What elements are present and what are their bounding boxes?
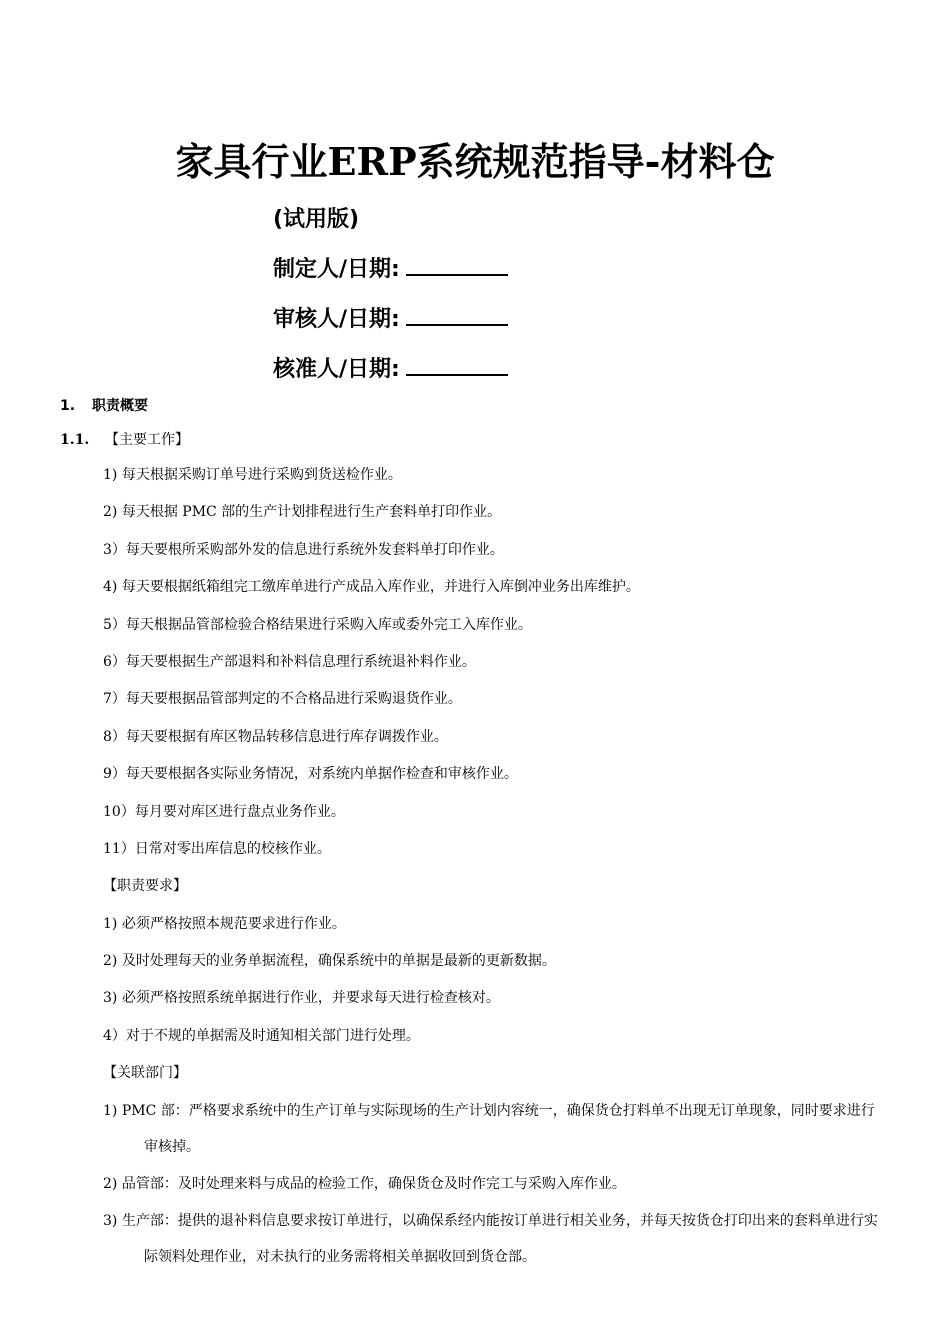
- reviewer-date-line: [273, 298, 508, 348]
- heading-1-1-text: 【主要工作】: [105, 432, 189, 448]
- list-item: 10）每月要对库区进行盘点业务作业。: [103, 803, 345, 820]
- list-item: 8）每天要根据有库区物品转移信息进行库存调拨作业。: [103, 728, 448, 745]
- heading-1-1-number: 1.1.: [60, 432, 90, 448]
- list-item: 6）每天要根据生产部退料和补料信息理行系统退补料作业。: [103, 653, 476, 670]
- list-item: 2) 及时处理每天的业务单据流程，确保系统中的单据是最新的更新数据。: [103, 953, 556, 970]
- list-item: 2) 每天根据 PMC 部的生产计划排程进行生产套料单打印作业。: [103, 504, 502, 521]
- duty-section-title: 【职责要求】: [103, 878, 187, 895]
- heading-1: [60, 395, 148, 415]
- list-item: 3）每天要根所采购部外发的信息进行系统外发套料单打印作业。: [103, 541, 504, 558]
- list-item: 2) 品管部：及时处理来料与成品的检验工作，确保货仓及时作完工与采购入库作业。: [103, 1176, 626, 1193]
- list-item: 1) 每天根据采购订单号进行采购到货送检作业。: [103, 467, 402, 483]
- list-item: 11）日常对零出库信息的校核作业。: [103, 840, 331, 857]
- list-item: 7）每天要根据品管部判定的不合格品进行采购退货作业。: [103, 691, 462, 708]
- list-item: 3) 必须严格按照系统单据进行作业，并要求每天进行检查核对。: [103, 990, 500, 1007]
- content-list: [103, 465, 883, 1285]
- list-item: 9）每天要根据各实际业务情况，对系统内单据作检查和审核作业。: [103, 766, 518, 783]
- heading-1-number: 1.: [60, 398, 76, 414]
- author-date-line: [273, 248, 508, 298]
- heading-1-1: [60, 429, 189, 449]
- list-item: 5）每天根据品管部检验合格结果进行采购入库或委外完工入库作业。: [103, 616, 532, 633]
- approver-date-blank: [406, 352, 508, 376]
- document-title: 家具行业ERP系统规范指导-材料仓: [175, 139, 775, 184]
- author-date-blank: [406, 252, 508, 276]
- list-item: 4）对于不规的单据需及时通知相关部门进行处理。: [103, 1027, 420, 1044]
- meta-block: [273, 198, 508, 398]
- author-date-label: 制定人/日期:: [273, 257, 400, 282]
- reviewer-date-label: 审核人/日期:: [273, 307, 400, 332]
- approver-date-label: 核准人/日期:: [273, 357, 400, 382]
- list-item: 4) 每天要根据纸箱组完工缴库单进行产成品入库作业，并进行入库倒冲业务出库维护。: [103, 579, 640, 596]
- list-item: 1) 必须严格按照本规范要求进行作业。: [103, 915, 346, 932]
- subtitle: (试用版): [273, 207, 360, 232]
- dept-section-title: 【关联部门】: [103, 1065, 187, 1082]
- approver-date-line: [273, 348, 508, 398]
- list-item: 3) 生产部：提供的退补料信息要求按订单进行，以确保系经内能按订单进行相关业务，并每天按货仓打印出来的套料单进行实际领料处理作业，对未执行的业务需将相关单据收回到货仓部。: [103, 1213, 878, 1266]
- list-item: 1) PMC 部：严格要求系统中的生产订单与实际现场的生产计划内容统一，确保货仓打料单不出现无订单现象，同时要求进行审核掉。: [103, 1102, 875, 1155]
- reviewer-date-blank: [406, 302, 508, 326]
- heading-1-text: 职责概要: [92, 398, 148, 414]
